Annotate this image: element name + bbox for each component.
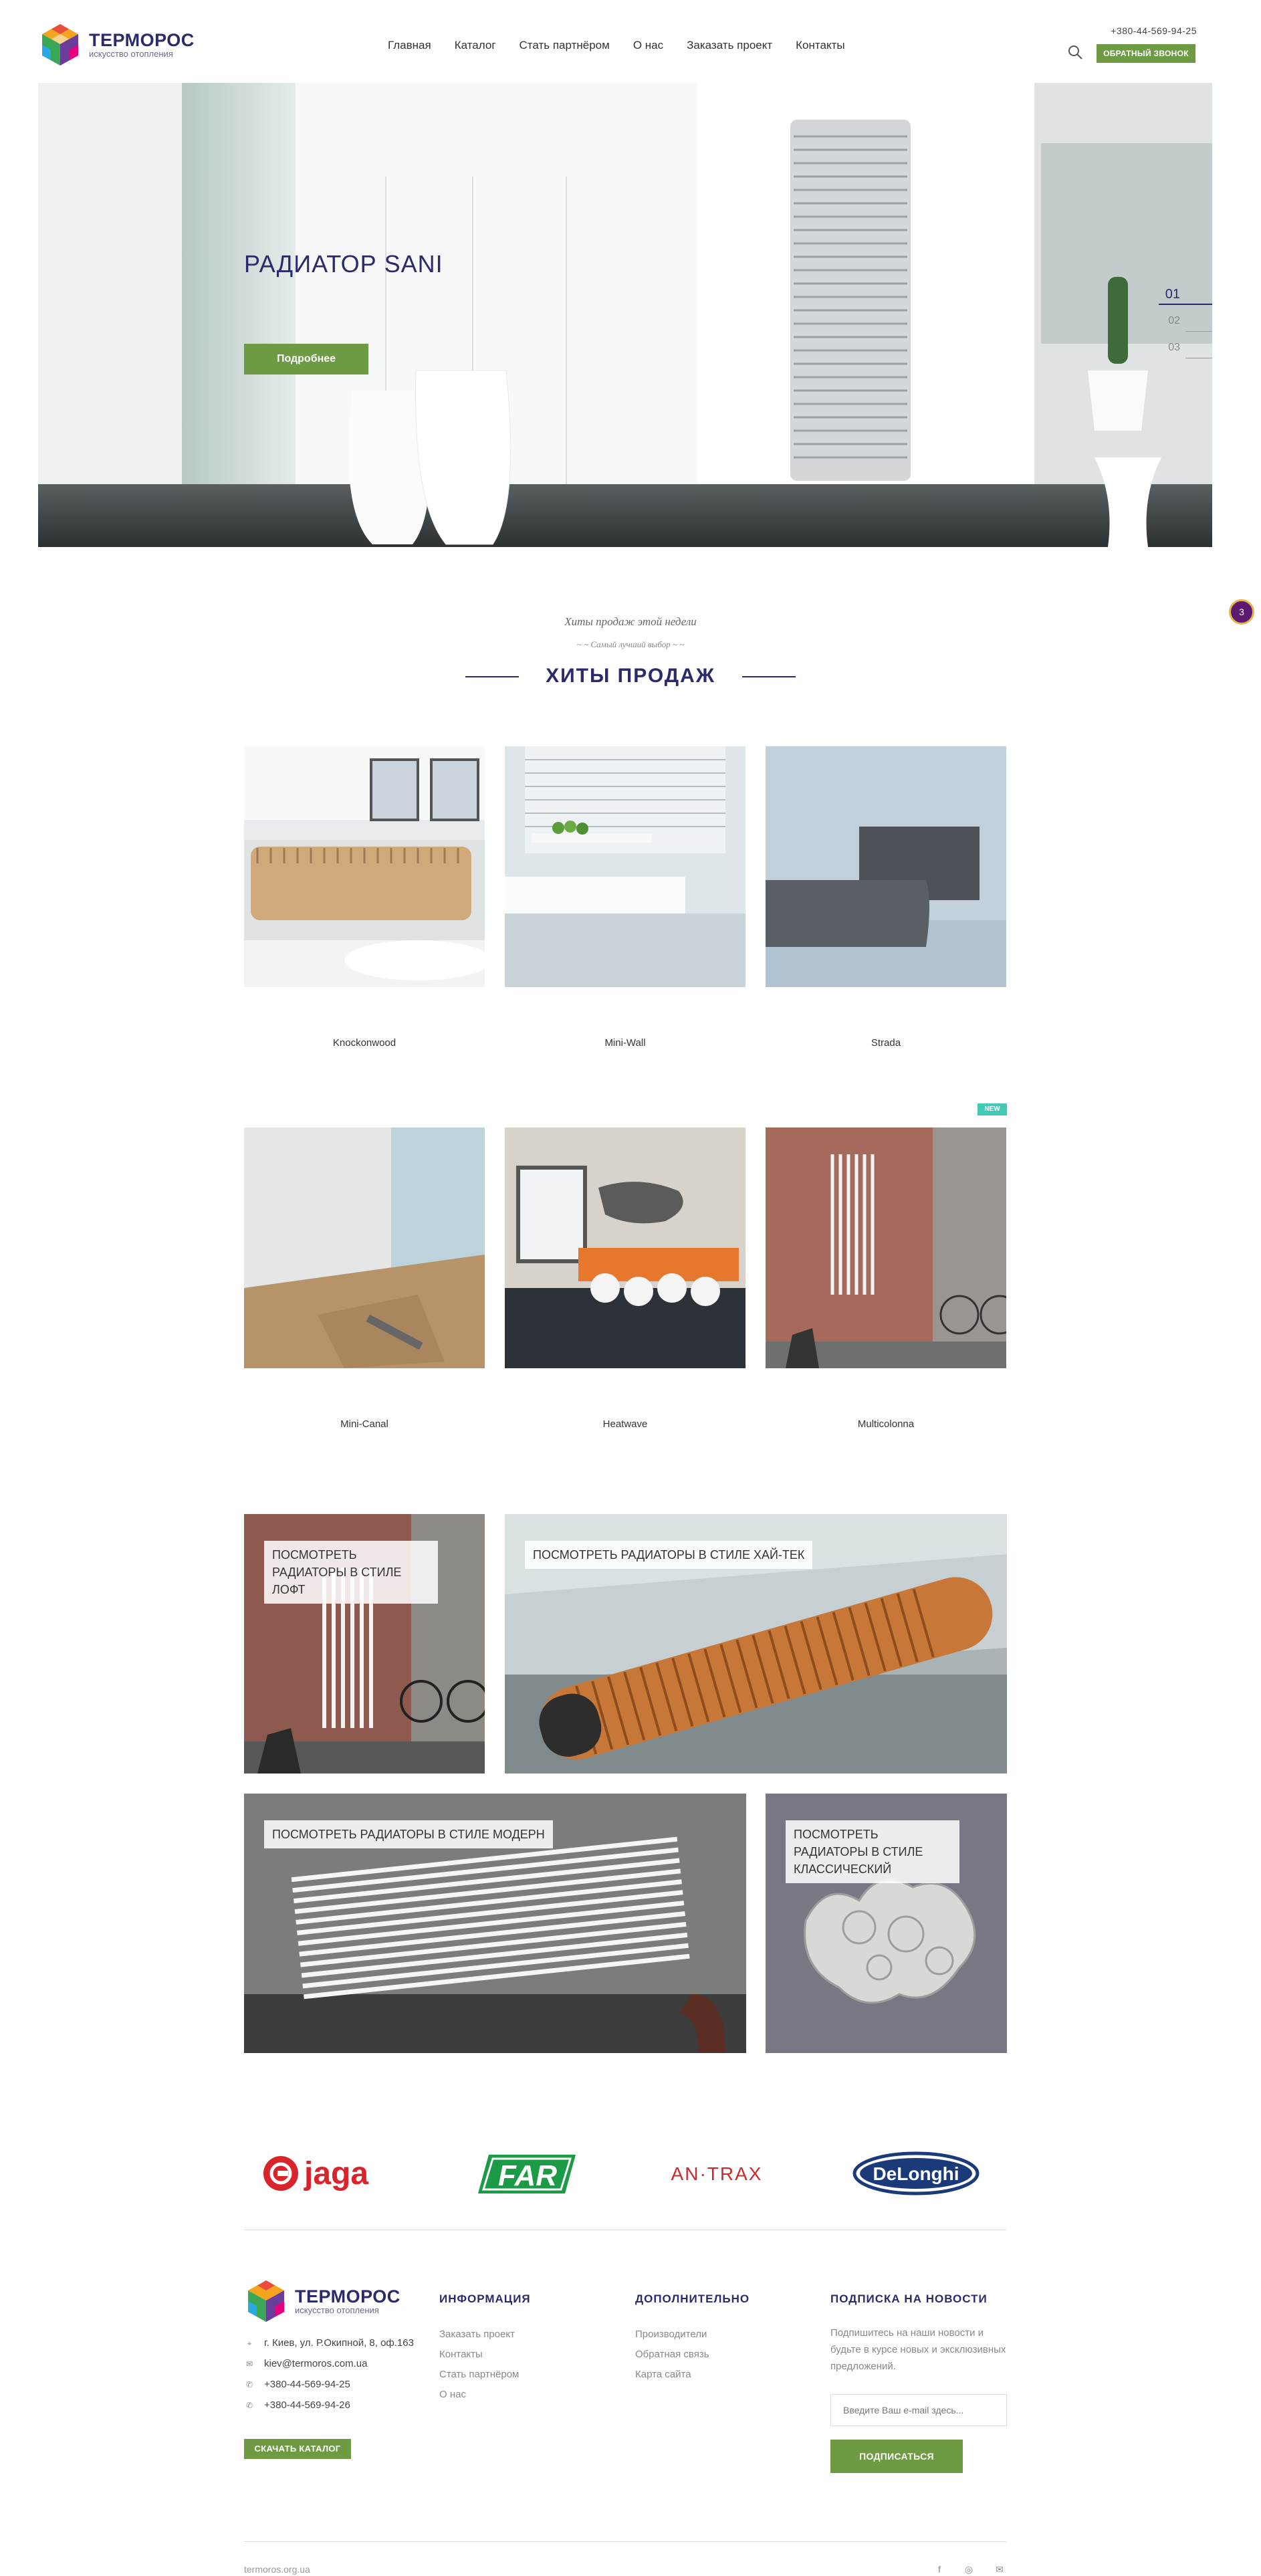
product-card[interactable] (766, 746, 1006, 1049)
style-tile-label[interactable]: ПОСМОТРЕТЬ РАДИАТОРЫ В СТИЛЕ КЛАССИЧЕСКИЙ (786, 1820, 959, 1883)
slide-indicator-2[interactable]: 02 (1152, 308, 1212, 334)
slide-indicator-3[interactable]: 03 (1152, 334, 1212, 361)
header-phone[interactable]: +380-44-569-94-25 (1111, 25, 1197, 36)
slider-pagination (1152, 281, 1212, 361)
location-pin-icon: ⌖ (247, 2338, 252, 2348)
product-image[interactable] (505, 746, 746, 987)
svg-text:jaga: jaga (304, 2156, 369, 2191)
footer-link-feedback[interactable]: Обратная связь (635, 2349, 709, 2360)
logo[interactable] (38, 23, 195, 67)
footer-link-order-project[interactable]: Заказать проект (439, 2329, 515, 2340)
mail-icon[interactable]: ✉ (996, 2564, 1004, 2575)
hero-title: РАДИАТОР SANI (244, 250, 443, 278)
product-card[interactable] (244, 746, 485, 1049)
product-card[interactable] (244, 1128, 485, 1430)
nav-item-about[interactable]: О нас (633, 39, 664, 51)
logo-name: ТЕРМОРОС (89, 30, 195, 50)
product-name[interactable]: Mini-Canal (340, 1418, 388, 1430)
footer-logo-name: ТЕРМОРОС (295, 2286, 400, 2306)
subscribe-button[interactable]: ПОДПИСАТЬСЯ (830, 2440, 963, 2473)
style-tile-loft[interactable] (244, 1514, 485, 1774)
footer-newsletter-title: ПОДПИСКА НА НОВОСТИ (830, 2292, 988, 2305)
partner-logos (244, 2133, 1006, 2214)
logo-cube-icon (38, 23, 82, 67)
logo-cube-icon (244, 2279, 288, 2323)
floating-widget-badge[interactable]: 3 (1229, 599, 1254, 625)
footer-newsletter-column (830, 2292, 1007, 2375)
footer-extra-title: ДОПОЛНИТЕЛЬНО (635, 2292, 750, 2305)
footer-phone-2[interactable]: ✆ +380-44-569-94-26 (244, 2399, 350, 2411)
product-card[interactable] (505, 746, 746, 1049)
footer-link-contacts[interactable]: Контакты (439, 2349, 483, 2360)
product-image[interactable] (766, 1128, 1006, 1368)
footer-newsletter-text: Подпишитесь на наши новости и будьте в курсе новых и эксклюзивных предложений. (830, 2327, 1006, 2372)
footer-link-partner[interactable]: Стать партнёром (439, 2369, 520, 2380)
section-subtitle-ornament: ~ ~ Самый лучший выбор ~ ~ (576, 639, 685, 649)
section-title: ХИТЫ ПРОДАЖ (519, 665, 742, 687)
partner-logo-antrax[interactable] (653, 2147, 780, 2200)
product-card[interactable] (766, 1128, 1006, 1430)
partner-logo-far[interactable] (477, 2147, 577, 2200)
product-image[interactable] (766, 746, 1006, 987)
footer-link-sitemap[interactable]: Карта сайта (635, 2369, 691, 2380)
header-contacts (1090, 25, 1197, 36)
partner-logo-delonghi[interactable] (849, 2147, 983, 2200)
style-tile-modern[interactable] (244, 1794, 746, 2053)
svg-text:DeLonghi: DeLonghi (873, 2163, 959, 2184)
facebook-icon[interactable]: f (938, 2564, 941, 2575)
footer-info-title: ИНФОРМАЦИЯ (439, 2292, 531, 2305)
hero-more-button[interactable]: Подробнее (244, 344, 368, 374)
footer-address: ⌖ г. Киев, ул. Р.Окипной, 8, оф.163 (244, 2337, 414, 2349)
svg-text:FAR: FAR (498, 2159, 557, 2192)
product-name[interactable]: Knockonwood (332, 1037, 396, 1049)
nav-item-contacts[interactable]: Контакты (796, 39, 845, 51)
phone-icon: ✆ (245, 2400, 253, 2410)
callback-button[interactable]: ОБРАТНЫЙ ЗВОНОК (1097, 44, 1195, 63)
style-tile-label[interactable]: ПОСМОТРЕТЬ РАДИАТОРЫ В СТИЛЕ ХАЙ-ТЕК (525, 1541, 812, 1569)
slide-indicator-1[interactable]: 01 (1152, 281, 1212, 308)
product-name[interactable]: Multicolonna (857, 1418, 915, 1430)
phone-icon: ✆ (245, 2379, 253, 2389)
style-tile-hitech[interactable] (505, 1514, 1007, 1774)
hero-image (38, 83, 1212, 547)
nav-item-catalog[interactable]: Каталог (454, 39, 496, 51)
product-card[interactable] (505, 1128, 746, 1430)
nav-item-partner[interactable]: Стать партнёром (519, 39, 610, 51)
product-name[interactable]: Heatwave (602, 1418, 648, 1430)
product-name[interactable]: Strada (871, 1037, 901, 1049)
nav-item-home[interactable]: Главная (388, 39, 431, 51)
product-name[interactable]: Mini-Wall (604, 1037, 646, 1049)
copyright-text: termoros.org.ua (244, 2564, 310, 2575)
product-image[interactable] (244, 746, 485, 987)
search-icon[interactable] (1067, 44, 1083, 60)
style-tile-label[interactable]: ПОСМОТРЕТЬ РАДИАТОРЫ В СТИЛЕ ЛОФТ (264, 1541, 438, 1604)
new-badge: NEW (978, 1103, 1007, 1115)
nav-item-order-project[interactable]: Заказать проект (687, 39, 773, 51)
footer-email[interactable]: ✉ kiev@termoros.com.ua (244, 2358, 367, 2369)
download-catalog-button[interactable]: СКАЧАТЬ КАТАЛОГ (244, 2439, 351, 2459)
footer-phone-1[interactable]: ✆ +380-44-569-94-25 (244, 2379, 350, 2390)
main-nav (388, 39, 869, 52)
footer-info-column (439, 2292, 606, 2405)
footer-logo-tagline: искусство отопления (295, 2305, 379, 2315)
product-image[interactable] (505, 1128, 746, 1368)
style-tile-classic[interactable] (766, 1794, 1007, 2053)
svg-text:AN·TRAX: AN·TRAX (671, 2163, 763, 2184)
footer-bottom-divider (244, 2541, 1006, 2542)
instagram-icon[interactable]: ◎ (964, 2564, 973, 2575)
style-tile-label[interactable]: ПОСМОТРЕТЬ РАДИАТОРЫ В СТИЛЕ МОДЕРН (264, 1820, 553, 1848)
hero-slider (38, 83, 1212, 547)
newsletter-email-input[interactable] (830, 2394, 1007, 2426)
partner-logo-jaga[interactable] (257, 2147, 405, 2200)
product-image[interactable] (244, 1128, 485, 1368)
footer-extra-column (635, 2292, 802, 2385)
mail-icon: ✉ (245, 2359, 253, 2369)
site-header (0, 0, 1261, 83)
logo-tagline: искусство отопления (89, 49, 173, 59)
footer-logo[interactable] (244, 2279, 400, 2323)
footer-link-manufacturers[interactable]: Производители (635, 2329, 707, 2340)
section-subtitle: Хиты продаж этой недели (564, 615, 697, 628)
footer-link-about[interactable]: О нас (439, 2389, 466, 2400)
